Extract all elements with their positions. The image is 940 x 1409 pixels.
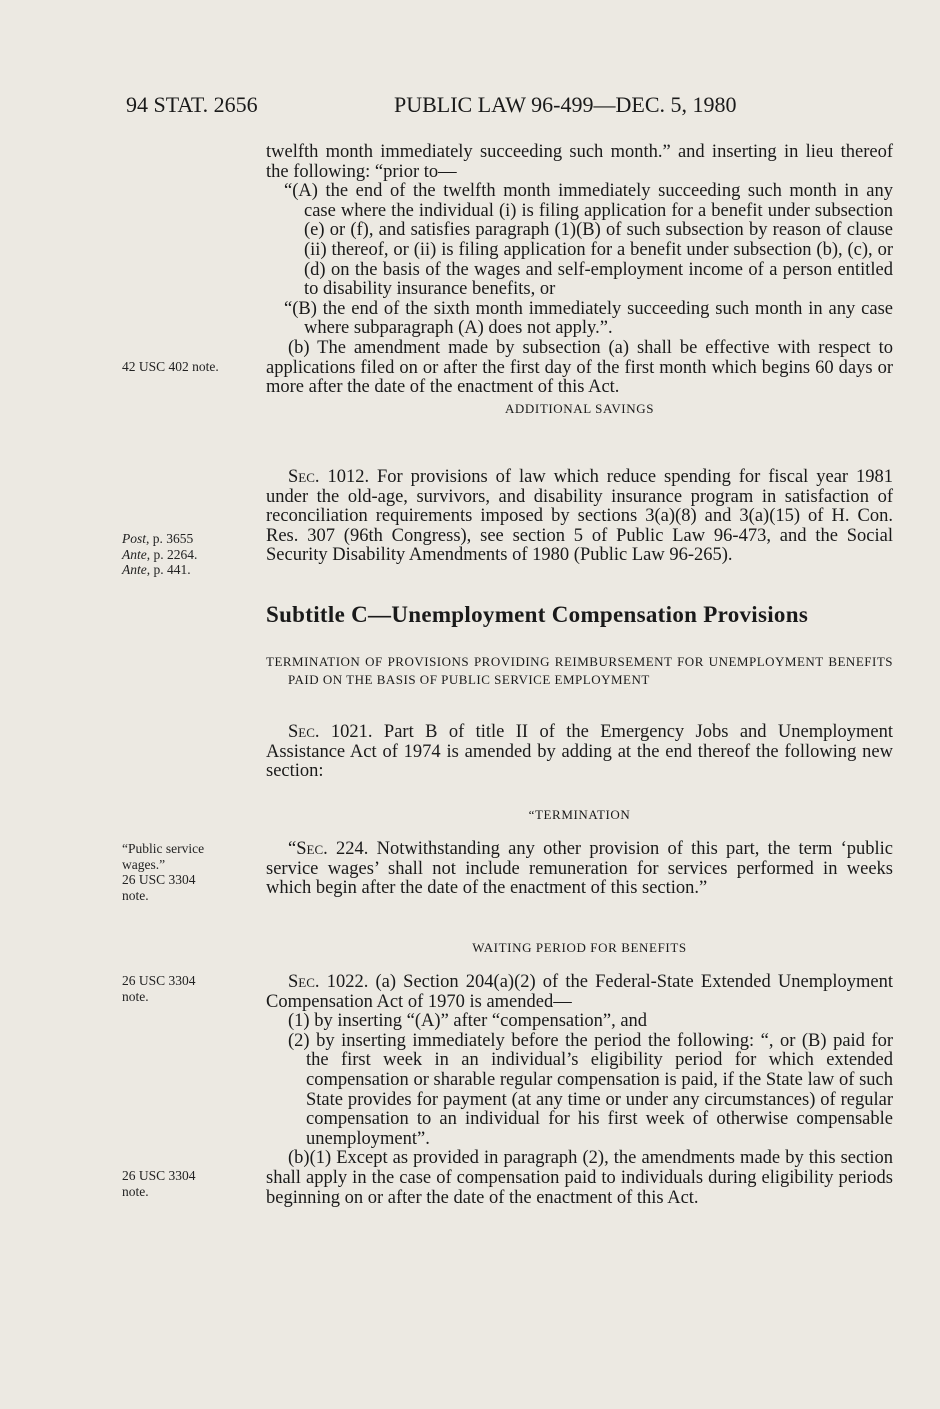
public-law-title: PUBLIC LAW 96-499—DEC. 5, 1980 xyxy=(394,92,737,117)
section-1022-block xyxy=(266,973,893,1208)
margin-note-text: 42 USC 402 note. xyxy=(122,359,219,374)
termination-section xyxy=(266,653,893,689)
margin-note-line: 26 USC 3304 xyxy=(122,872,196,887)
section-1012-paragraph xyxy=(266,468,893,566)
sec-label: Sec. xyxy=(288,467,320,487)
inner-termination-heading-block xyxy=(266,805,893,825)
subtitle-block xyxy=(266,602,893,627)
waiting-period-heading: WAITING PERIOD FOR BENEFITS xyxy=(472,940,687,955)
section-1021-text: 1021. Part B of title II of the Emergency Jobs and Unemployment Assistance Act of 1974 is amended by adding at the end thereof the following new section: xyxy=(266,722,894,782)
effective-date-paragraph: (b) The amendment made by subsection (a) shall be effective with respect to applications filed on or after the first day of the first month which begins 60 days or more after the date of the enactment of this Act. xyxy=(266,337,893,398)
margin-note-public-service-wages xyxy=(122,841,242,903)
post-label: Post xyxy=(122,531,147,546)
section-1021-block xyxy=(266,723,893,782)
amendment-item-2: (2) by inserting immediately before the period the following: “, or (B) paid for the first week in an individual’s eligibility period for which extended compensation or sharable regular compensation is paid, if the State law of such State provides for payment (at any time or under any circumstances) of regular compensation to an individual for his first week of otherwise compensable unemployment”. xyxy=(288,1030,893,1149)
ante-label: Ante xyxy=(122,562,147,577)
additional-savings-section xyxy=(266,468,893,566)
section-224-paragraph xyxy=(266,840,893,899)
margin-note-ante-2 xyxy=(122,562,242,578)
section-224-block xyxy=(266,840,893,899)
subparagraph-b: “(B) the end of the sixth month immediately succeeding such month in any case where subparagraph (A) does not apply.”. xyxy=(284,298,893,339)
margin-note-line: wages.” xyxy=(122,856,166,872)
subtitle-c-heading: Subtitle C—Unemployment Compensation Provisions xyxy=(266,602,809,627)
waiting-period-heading-block xyxy=(266,938,893,958)
additional-savings-heading: ADDITIONAL SAVINGS xyxy=(504,400,655,416)
section-1021-paragraph xyxy=(266,723,893,782)
margin-note-line: 26 USC 3304 xyxy=(122,1168,196,1183)
subparagraph-a: “(A) the end of the twelfth month immediately succeeding such month in any case where the individual (i) is filing application for a benefit under subsection (e) or (f), and satisfies paragraph (1)(B) of such subsection by reason of clause (ii) thereof, or (ii) is filing application for a benefit under subsection (b), (c), or (d) on the basis of the wages and self-employment income of a person entitled to disability insurance benefits, or xyxy=(284,181,893,300)
statute-page-number: 94 STAT. 2656 xyxy=(126,92,258,117)
sec-label: Sec. xyxy=(288,972,320,992)
ante-label: Ante xyxy=(122,546,147,562)
margin-note-line: 26 USC 3304 xyxy=(122,973,196,988)
margin-note-42-usc-402 xyxy=(122,359,242,375)
margin-note-post xyxy=(122,531,242,547)
termination-heading: TERMINATION OF PROVISIONS PROVIDING REIMBURSEMENT FOR UNEMPLOYMENT BENEFITS PAID ON THE BASIS OF PUBLIC SERVICE EMPLOYMENT xyxy=(266,654,893,687)
sec-label: Sec. xyxy=(288,722,320,742)
margin-note-line: note. xyxy=(122,887,149,903)
amendment-item-1: (1) by inserting “(A)” after “compensation”, and xyxy=(288,1011,648,1032)
margin-note-references xyxy=(122,531,242,578)
section-1022-paragraph xyxy=(266,973,893,1012)
ante-page: , p. 441. xyxy=(146,562,191,577)
margin-note-ante-1 xyxy=(122,547,242,563)
margin-note-line: note. xyxy=(122,988,149,1004)
section-224-text: 224. Notwithstanding any other provision of this part, the term ‘public service wages’ shall not include remuneration for services performed in weeks which begin after the date of the enactment of this section.” xyxy=(266,839,894,899)
section-1022-b-paragraph: (b)(1) Except as provided in paragraph (2), the amendments made by this section shall apply in the case of compensation paid to individuals during eligibility periods beginning on or after the date of the enactment of this Act. xyxy=(266,1148,893,1208)
margin-note-line: “Public service xyxy=(122,841,205,856)
section-1022-text: 1022. (a) Section 204(a)(2) of the Federal-State Extended Unemployment Compensation Act of 1970 is amended— xyxy=(266,972,894,1012)
post-page: , p. 3655 xyxy=(146,531,194,546)
ante-page: , p. 2264. xyxy=(146,546,198,562)
margin-note-26-usc-3304-b xyxy=(122,973,242,1004)
sec-label: “Sec. xyxy=(288,839,328,859)
section-1012-text: 1012. For provisions of law which reduce spending for fiscal year 1981 under the old-age, survivors, and disability insurance program in satisfaction of reconciliation requirements imposed by sections 3(a)(8) and 3(a)(15) of H. Con. Res. 307 (96th Congress), see section 5 of Public Law 96-473, and the Social Security Disability Amendments of 1980 (Public Law 96-265). xyxy=(266,467,894,566)
amendment-intro: twelfth month immediately succeeding such month.” and inserting in lieu thereof the following: “prior to— xyxy=(266,142,893,182)
margin-note-line: note. xyxy=(122,1183,149,1199)
margin-note-26-usc-3304-c xyxy=(122,1168,242,1199)
inner-termination-heading: “TERMINATION xyxy=(528,807,631,822)
main-text-top xyxy=(266,143,893,418)
